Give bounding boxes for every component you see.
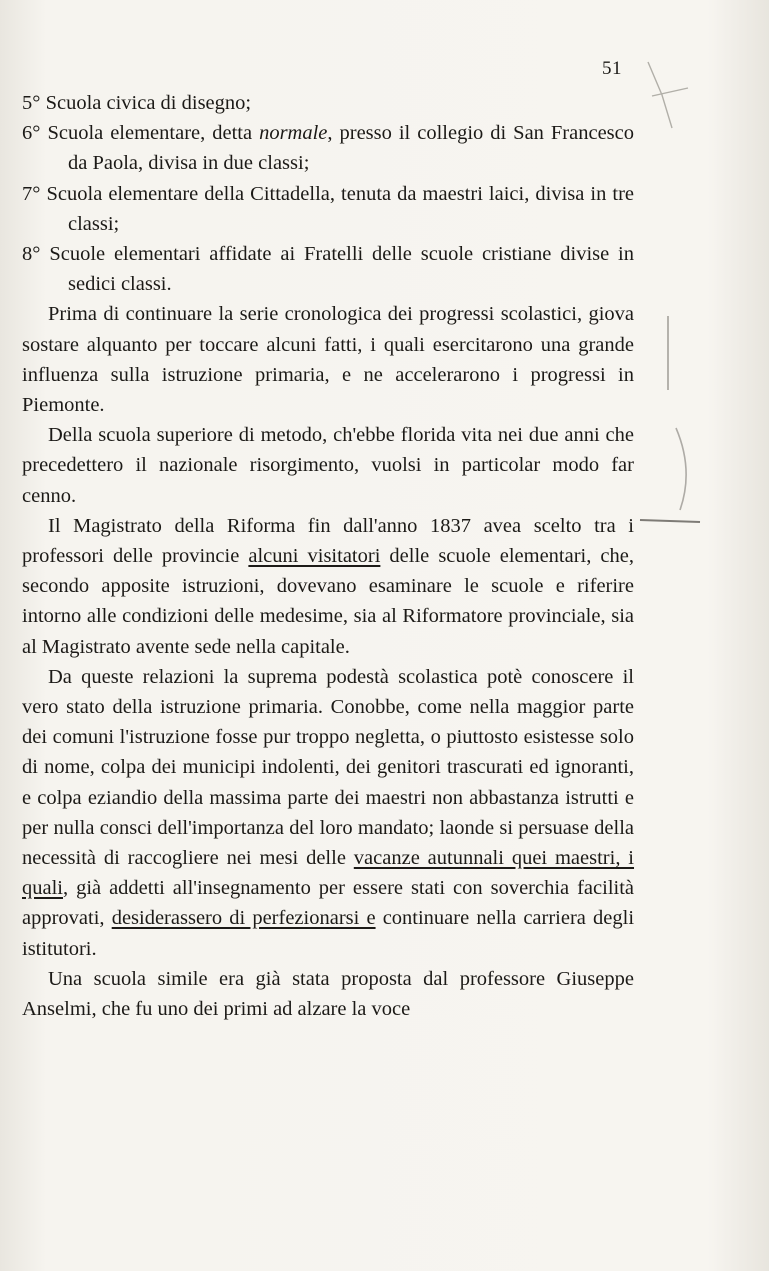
page-text bbox=[22, 88, 634, 1024]
list-text: Scuola civica di disegno; bbox=[45, 92, 252, 114]
paragraph bbox=[22, 662, 634, 964]
list-item bbox=[22, 239, 634, 299]
list-text: Scuola elementare della Cittadella, tenuta da maestri laici, divisa in tre classi; bbox=[46, 182, 634, 235]
pencil-mark-top bbox=[648, 62, 688, 128]
underlined-text: alcuni visitatori bbox=[248, 545, 381, 568]
page-number: 51 bbox=[602, 58, 622, 79]
text-run: Da queste relazioni la suprema podestà scolastica potè conoscere il vero stato della istruzione primaria. Conobbe, come nella maggior parte dei comuni l'istruzione fosse pur troppo negletta, o piuttosto esistesse solo di nome, colpa dei municipi indolenti, dei genitori trascurati ed ignoranti, e colpa eziandio della massima parte dei maestri non abbastanza istrutti e per nulla consci dell'importanza del loro mandato; laonde si persuase della necessità di raccogliere nei mesi delle bbox=[22, 665, 634, 870]
list-text: Scuole elementari affidate ai Fratelli delle scuole cristiane divise in sedici classi. bbox=[49, 243, 635, 296]
list-text: Scuola elementare, detta bbox=[47, 122, 260, 145]
list-marker: 7° bbox=[22, 182, 41, 205]
emphasis: normale bbox=[259, 122, 328, 145]
text-run: continuare nella carriera degli istitutori. bbox=[22, 907, 635, 960]
paragraph: Una scuola simile era già stata proposta dal professore Giuseppe Anselmi, che fu uno dei primi ad alzare la voce bbox=[22, 967, 634, 1021]
list-item bbox=[22, 88, 634, 118]
list-marker: 8° bbox=[22, 243, 41, 266]
text-run: , già addetti all'insegnamento per essere stati con soverchia facilità approvati, bbox=[22, 877, 634, 930]
paragraph: Della scuola superiore di metodo, ch'ebbe florida vita nei due anni che precedettero il nazionale risorgimento, vuolsi in particolar modo far cenno. bbox=[22, 424, 634, 507]
text-run: delle scuole elementari, che, secondo apposite istruzioni, dovevano esaminare le scuole e riferire intorno alle condizioni delle medesime, sia al Riformatore provinciale, sia al Magistrato avente sede nella capitale. bbox=[22, 545, 634, 658]
text-run: Il Magistrato della Riforma fin dall'anno 1837 avea scelto tra i professori delle provincie bbox=[22, 514, 634, 568]
paragraph bbox=[22, 511, 634, 662]
pencil-arrow bbox=[640, 520, 700, 522]
underlined-text: vacanze autunnali quei maestri, i quali bbox=[22, 847, 635, 900]
list-item bbox=[22, 118, 634, 178]
list-item bbox=[22, 179, 634, 239]
list-marker: 5° bbox=[22, 92, 41, 114]
underlined-text: desiderassero di perfezionarsi e bbox=[111, 907, 376, 930]
paragraph: Prima di continuare la serie cronologica dei progressi scolastici, giova sostare alquanto per toccare alcuni fatti, i quali esercitarono una grande influenza sulla istruzione primaria, e ne accelerarono i progressi in Piemonte. bbox=[22, 303, 634, 417]
pencil-bracket-2 bbox=[676, 428, 686, 510]
list-text: , presso il collegio di San Francesco da Paola, divisa in due classi; bbox=[68, 122, 635, 175]
list-marker: 6° bbox=[22, 122, 41, 145]
